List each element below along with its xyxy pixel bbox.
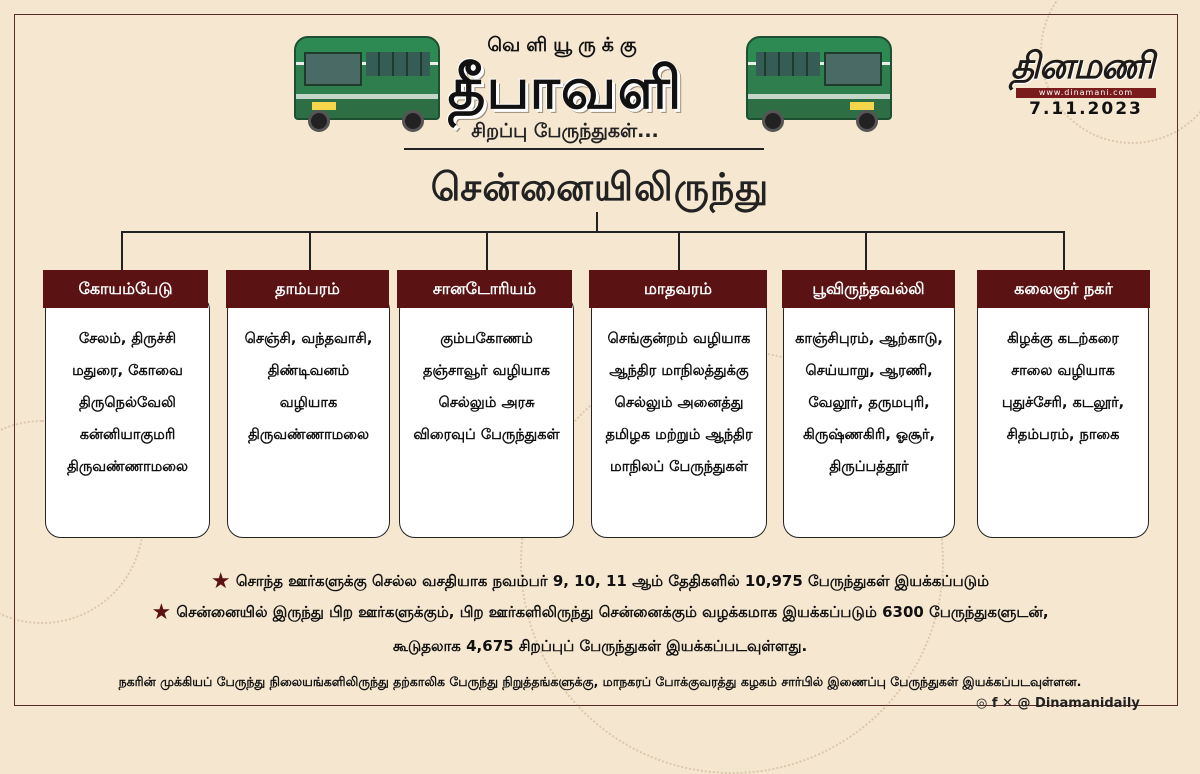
note-1-text: சொந்த ஊர்களுக்கு செல்ல வசதியாக நவம்பர் 9, 10, 11 ஆம் தேதிகளில் 10,975 பேருந்துகள் இயக்கப்படும் [235,572,990,590]
destination-line: செய்யாறு, ஆரணி, [805,363,933,379]
destination-line: வேலூர், தருமபுரி, [808,395,930,411]
destination-line: சேலம், திருச்சி [78,331,177,347]
note-2 [20,600,1180,625]
terminal-box-poonamallee [783,294,955,538]
note-2-continued: கூடுதலாக 4,675 சிறப்புப் பேருந்துகள் இயக்கப்படவுள்ளது. [392,637,808,655]
social-handle-text: Dinamanidaily [1035,696,1140,711]
footer-note: நகரின் முக்கியப் பேருந்து நிலையங்களிலிருந்து தற்காலிக பேருந்து நிறுத்தங்களுக்கு, மாநகரப் போக்குவரத்து கழகம் சார்பில் இணைப்பு பேருந்துகள் இயக்கப்படவுள்ளன. [118,674,1082,689]
title-deepavali: தீபாவளி [447,54,683,122]
note-1 [20,569,1180,594]
destination-line: விரைவுப் பேருந்துகள் [413,427,560,443]
tree-branch [678,231,680,271]
terminal-box-kalaignar-nagar [977,294,1149,538]
destination-line: தமிழக மற்றும் ஆந்திர [605,427,753,443]
terminal-header-poonamallee: பூவிருந்தவல்லி [782,270,955,308]
bus-image-left [294,36,440,132]
destination-line: திருவண்ணாமலை [247,427,370,443]
tree-horizontal-line [121,231,1064,233]
destination-line: சாலை வழியாக [1011,363,1115,379]
star-icon: ★ [151,600,172,625]
x-icon: ✕ [1002,696,1013,711]
destination-line: காஞ்சிபுரம், ஆற்காடு, [795,331,943,347]
destination-line: திருநெல்வேலி [79,395,176,411]
title-small: வெளியூருக்கு [487,34,643,56]
logo-url: www.dinamani.com [1016,88,1156,98]
tree-branch [1063,231,1065,271]
destination-line: செஞ்சி, வந்தவாசி, [244,331,373,347]
destination-line: செல்லும் அனைத்து [614,395,744,411]
terminal-header-koyambedu: கோயம்பேடு [43,270,208,308]
destination-line: மதுரை, கோவை [72,363,183,379]
destination-line: கிருஷ்ணகிரி, ஓசூர், [803,427,935,443]
tree-branch [309,231,311,271]
tree-center-stem [596,212,598,232]
tree-branch [865,231,867,271]
destination-line: செல்லும் அரசு [438,395,535,411]
destination-line: புதுச்சேரி, கடலூர், [1001,395,1125,411]
bus-image-right [746,36,892,132]
destination-line: செங்குன்றம் வழியாக [607,331,751,347]
destination-line: கும்பகோணம் [440,331,533,347]
from-chennai-heading: சென்னையிலிருந்து [430,165,770,209]
terminal-header-tambaram: தாம்பரம் [226,270,389,308]
social-handles [976,696,1140,711]
star-icon: ★ [210,569,231,594]
destination-line: மாநிலப் பேருந்துகள் [610,459,748,475]
terminal-box-sanatorium [399,294,574,538]
terminal-box-koyambedu [45,294,210,538]
destination-line: திண்டிவனம் [267,363,350,379]
terminal-header-sanatorium: சானடோரியம் [397,270,572,308]
destination-line: கிழக்கு கடற்கரை [1007,331,1119,347]
facebook-icon: f [991,696,998,711]
terminal-header-madhavaram: மாதவரம் [589,270,767,308]
terminal-box-tambaram [227,294,390,538]
destination-line: சிதம்பரம், நாகை [1006,427,1120,443]
tree-branch [486,231,488,271]
instagram-icon: ◎ [976,696,988,711]
destination-line: கன்னியாகுமரி [79,427,176,443]
destination-line: வழியாக [279,395,338,411]
tree-branch [121,231,123,271]
threads-icon: @ [1017,696,1031,711]
title-subtitle: சிறப்பு பேருந்துகள்... [471,120,659,142]
terminal-box-madhavaram [591,294,767,538]
note-2-text-a: சென்னையில் இருந்து பிற ஊர்களுக்கும், பிற ஊர்களிலிருந்து சென்னைக்கும் வழக்கமாக இயக்கப்படும் 6300 பேருந்துகளுடன், [176,603,1049,621]
destination-line: தஞ்சாவூர் வழியாக [422,363,551,379]
date-label: 7.11.2023 [1029,99,1143,119]
dinamani-logo: தினமணி [1010,46,1154,87]
divider [404,148,764,150]
destination-line: ஆந்திர மாநிலத்துக்கு [609,363,749,379]
terminal-header-kalaignar-nagar: கலைஞர் நகர் [977,270,1150,308]
destination-line: திருவண்ணாமலை [66,459,189,475]
destination-line: திருப்பத்தூர் [829,459,909,475]
